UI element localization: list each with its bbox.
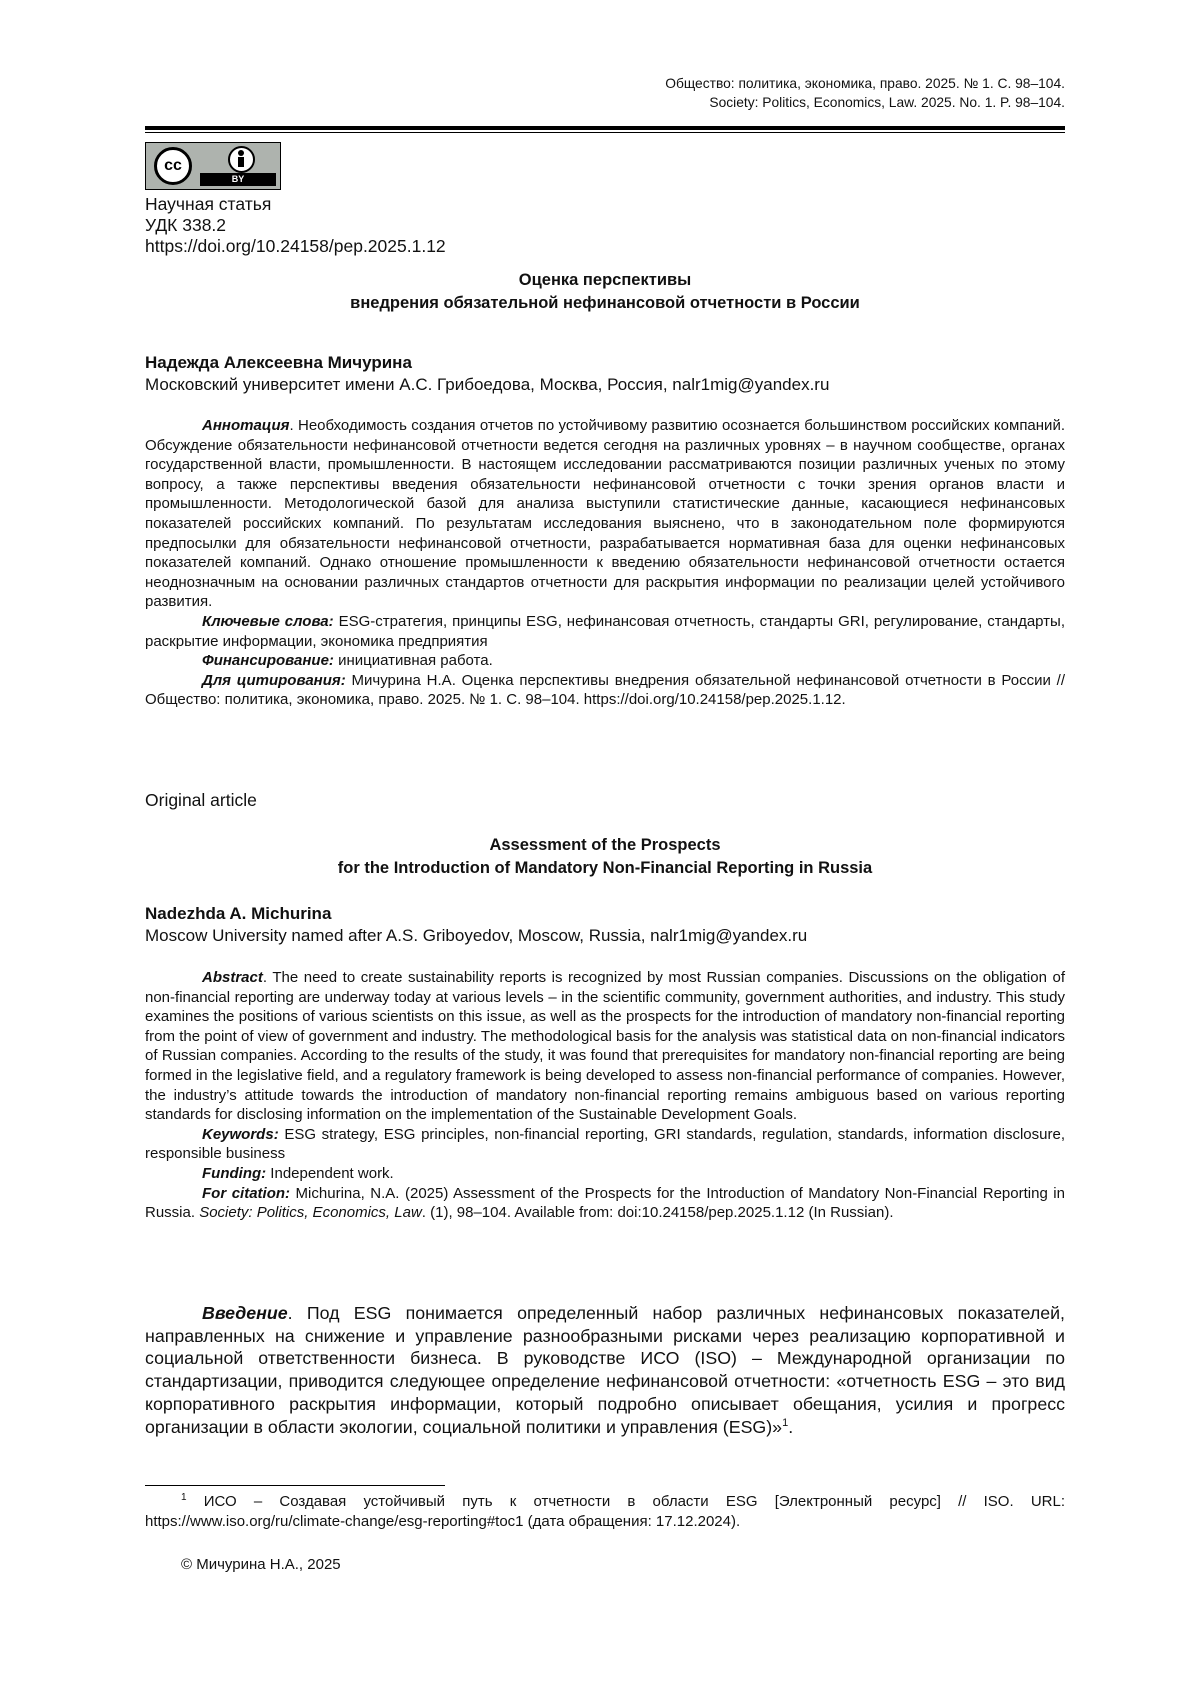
doi-link: https://doi.org/10.24158/pep.2025.1.12 bbox=[145, 236, 446, 256]
footnote bbox=[145, 1492, 1065, 1532]
citation-en-journal: Society: Politics, Economics, Law bbox=[199, 1204, 422, 1222]
abstract-ru bbox=[145, 416, 1065, 710]
citation-en-label: For citation: bbox=[202, 1184, 291, 1202]
attribution-icon bbox=[228, 146, 255, 173]
author-ru: Надежда Алексеевна Мичурина bbox=[145, 353, 412, 372]
introduction-label: Введение bbox=[202, 1303, 288, 1323]
running-header bbox=[145, 74, 1065, 112]
header-en: Society: Politics, Economics, Law. 2025. No. 1. P. 98–104. bbox=[709, 95, 1065, 110]
abstract-en-paragraph bbox=[145, 968, 1065, 1125]
title-en-line1: Assessment of the Prospects bbox=[489, 836, 721, 854]
title-ru-line2: внедрения обязательной нефинансовой отчетности в России bbox=[350, 294, 860, 312]
keywords-en-text: ESG strategy, ESG principles, non-financial reporting, GRI standards, regulation, standards, information disclosure, responsible business bbox=[145, 1125, 1065, 1163]
introduction-text: . Под ESG понимается определенный набор различных нефинансовых показателей, направленных на снижение и управление разнообразными рисками через реализацию корпоративной и социальной ответственности бизнеса. В руководстве ИСО (ISO) – Международной организации по стандартизации, приводится следующее определение нефинансовой отчетности: «отчетность ESG – это вид корпоративного раскрытия информации, который подробно описывает обещания, усилия и прогресс организации в области экологии, социальной политики и управления (ESG)» bbox=[145, 1303, 1065, 1437]
author-en: Nadezhda A. Michurina bbox=[145, 904, 332, 923]
copyright-notice: © Мичурина Н.А., 2025 bbox=[181, 1556, 341, 1573]
abstract-ru-label: Аннотация bbox=[202, 417, 290, 434]
abstract-en-text: . The need to create sustainability reports is recognized by most Russian companies. Discussions on the obligation of non-financial reporting are underway today at various levels – in the scientific community, government authorities, and industry. This study examines the positions of various scientists on this issue, as well as the prospects for the introduction of mandatory non-financial reporting from the point of view of government and industry. The methodological basis for the analysis was statistical data on non-financial indicators of Russian companies. According to the results of the study, it was found that prerequisites for mandatory non-financial reporting are being formed in the legislative field, and a regulatory framework is being developed to assess non-financial performance of companies. However, the industry’s attitude towards the introduction of mandatory non-financial reporting remains ambiguous based on various reporting standards for disclosing information on the implementation of the Sustainable Development Goals. bbox=[145, 969, 1065, 1124]
affiliation-ru: Московский университет имени А.С. Грибоедова, Москва, Россия, nalr1mig@yandex.ru bbox=[145, 375, 830, 394]
keywords-ru-label: Ключевые слова: bbox=[202, 612, 334, 630]
funding-ru-label: Финансирование: bbox=[202, 652, 334, 670]
introduction-paragraph bbox=[145, 1302, 1065, 1438]
cc-by-label: BY bbox=[200, 173, 276, 186]
citation-ru-text: Мичурина Н.А. Оценка перспективы внедрения обязательной нефинансовой отчетности в России // Общество: политика, экономика, право. 2025. № 1. С. 98–104. https://doi.org/10.24158/pep.2025.1.12. bbox=[145, 671, 1065, 709]
funding-ru-text: инициативная работа. bbox=[333, 652, 493, 670]
footnote-separator bbox=[145, 1485, 445, 1486]
funding-en-label: Funding: bbox=[202, 1164, 267, 1182]
keywords-ru bbox=[145, 612, 1065, 651]
abstract-ru-paragraph bbox=[145, 416, 1065, 612]
title-en bbox=[145, 834, 1065, 880]
keywords-en-label: Keywords: bbox=[202, 1125, 279, 1143]
article-type-ru: Научная статья bbox=[145, 194, 272, 214]
funding-ru bbox=[145, 651, 1065, 671]
footnote-ref[interactable]: 1 bbox=[782, 1416, 789, 1429]
funding-en bbox=[145, 1164, 1065, 1184]
keywords-ru-text: ESG-стратегия, принципы ESG, нефинансовая отчетность, стандарты GRI, регулирование, стандарты, раскрытие информации, экономика предприятия bbox=[145, 612, 1065, 650]
affiliation-en: Moscow University named after A.S. Griboyedov, Moscow, Russia, nalr1mig@yandex.ru bbox=[145, 926, 808, 945]
keywords-en bbox=[145, 1125, 1065, 1164]
cc-icon: cc bbox=[154, 147, 192, 185]
citation-ru-label: Для цитирования: bbox=[202, 671, 346, 689]
funding-en-text: Independent work. bbox=[266, 1164, 394, 1182]
abstract-en-label: Abstract bbox=[202, 969, 263, 986]
cc-by-license-badge bbox=[145, 142, 281, 190]
abstract-en bbox=[145, 968, 1065, 1223]
title-en-line2: for the Introduction of Mandatory Non-Financial Reporting in Russia bbox=[337, 859, 873, 877]
article-meta bbox=[145, 194, 446, 257]
title-ru-line1: Оценка перспективы bbox=[518, 271, 692, 289]
article-type-en: Original article bbox=[145, 790, 257, 810]
title-ru bbox=[145, 269, 1065, 315]
citation-en-text-1: Michurina, N.A. (2025) Assessment of the Prospects for the Introduction of Mandatory Non-Financial Reporting in Russia. bbox=[145, 1184, 1065, 1222]
footnote-mark: 1 bbox=[181, 1492, 187, 1503]
header-rule-thin bbox=[145, 132, 1065, 133]
footnote-text: ИСО – Создавая устойчивый путь к отчетности в области ESG [Электронный ресурс] // ISO. URL: https://www.iso.org/ru/climate-change/esg-reporting#toc1 (дата обращения: 17.12.2024). bbox=[145, 1493, 1065, 1530]
citation-en-text-2: . (1), 98–104. Available from: doi:10.24158/pep.2025.1.12 (In Russian). bbox=[421, 1204, 894, 1222]
introduction-end: . bbox=[788, 1416, 794, 1437]
citation-en bbox=[145, 1184, 1065, 1223]
header-ru: Общество: политика, экономика, право. 2025. № 1. С. 98–104. bbox=[665, 76, 1065, 91]
abstract-ru-text: . Необходимость создания отчетов по устойчивому развитию осознается большинством российских компаний. Обсуждение обязательности нефинансовой отчетности ведется сегодня на различных уровнях – в научном сообществе, органах государственной власти, промышленности. В настоящем исследовании рассматриваются позиции различных ученых по этому вопросу, а также перспективы введения обязательности нефинансовой отчетности с точки зрения органов власти и промышленности. Методологической базой для анализа выступили статистические данные, касающиеся нефинансовых показателей российских компаний. По результатам исследования выяснено, что в законодательном поле формируются предпосылки для обязательности нефинансовой отчетности, разрабатывается нормативная база для оценки нефинансовых показателей компаний. Однако отношение промышленности к введению обязательности нефинансовой отчетности остается неоднозначным на основании различных стандартов отчетности для раскрытия информации по реализации целей устойчивого развития. bbox=[145, 417, 1065, 611]
citation-ru bbox=[145, 671, 1065, 710]
header-rule-thick bbox=[145, 126, 1065, 130]
udc-code: УДК 338.2 bbox=[145, 215, 227, 235]
